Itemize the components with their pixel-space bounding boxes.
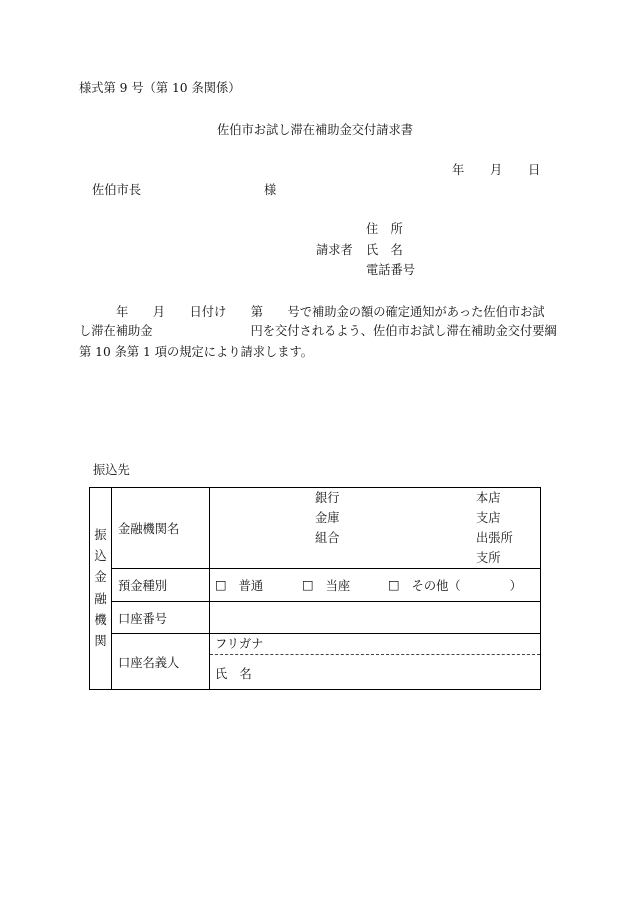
requester-name-label: 氏 名 xyxy=(366,243,403,257)
row-institution-name xyxy=(112,488,540,568)
form-number: 様式第 9 号（第 10 条関係） xyxy=(79,81,241,95)
furigana-label: フリガナ xyxy=(215,637,264,651)
institution-name-label: 金融機関名 xyxy=(112,488,210,568)
deposit-type-label: 預金種別 xyxy=(112,569,210,601)
deposit-option-label: 普通 xyxy=(238,579,264,593)
checkbox-icon: □ xyxy=(302,578,314,592)
deposit-option-other xyxy=(388,569,522,601)
side-label-char: 込 xyxy=(94,549,107,564)
side-label-char: 金 xyxy=(94,570,107,585)
deposit-option-label: その他（ ） xyxy=(411,579,522,593)
account-number-label: 口座番号 xyxy=(112,602,210,633)
branch-type: 本店 xyxy=(476,491,501,505)
date-day-label: 日 xyxy=(528,163,541,177)
transfer-table xyxy=(89,487,541,690)
requester-label: 請求者 xyxy=(316,243,353,257)
transfer-side-label xyxy=(90,488,112,689)
checkbox-icon: □ xyxy=(388,578,400,592)
requester-phone-label: 電話番号 xyxy=(366,263,415,277)
account-number-field xyxy=(210,602,540,633)
deposit-option-current xyxy=(302,569,350,601)
side-label-char: 振 xyxy=(94,527,107,542)
institution-type: 組合 xyxy=(315,531,340,545)
institution-type-list xyxy=(315,488,340,548)
side-label-char: 融 xyxy=(94,591,107,606)
side-label-char: 機 xyxy=(94,612,107,627)
row-account-number xyxy=(112,601,540,633)
side-label-char: 関 xyxy=(94,633,107,648)
date-month-label: 月 xyxy=(490,163,503,177)
branch-type: 支所 xyxy=(476,551,501,565)
requester-address-label: 住 所 xyxy=(366,222,403,236)
institution-name-field xyxy=(210,488,540,568)
document-title: 佐伯市お試し滞在補助金交付請求書 xyxy=(217,123,413,137)
row-deposit-type xyxy=(112,568,540,601)
deposit-option-ordinary xyxy=(215,569,263,601)
transfer-heading: 振込先 xyxy=(93,463,130,477)
row-account-holder xyxy=(112,633,540,689)
deposit-type-field xyxy=(210,569,540,601)
holder-name-label: 氏 名 xyxy=(215,666,252,681)
date-year-label: 年 xyxy=(452,163,465,177)
addressee-honorific: 様 xyxy=(264,183,277,197)
institution-type: 金庫 xyxy=(315,511,340,525)
account-holder-label: 口座名義人 xyxy=(112,634,210,689)
checkbox-icon: □ xyxy=(215,578,227,592)
body-line-1: 年 月 日付け 第 号で補助金の額の確定通知があった佐伯市お試 xyxy=(116,305,545,319)
addressee-name: 佐伯市長 xyxy=(92,183,141,197)
branch-type: 出張所 xyxy=(476,531,513,545)
account-holder-field xyxy=(210,634,540,689)
deposit-option-label: 当座 xyxy=(325,579,351,593)
branch-type-list xyxy=(476,488,513,568)
furigana-line xyxy=(210,634,540,655)
branch-type: 支店 xyxy=(476,511,501,525)
institution-type: 銀行 xyxy=(315,491,340,505)
body-line-2: し滞在補助金 円を交付されるよう、佐伯市お試し滞在補助金交付要綱 xyxy=(79,324,557,338)
body-line-3: 第 10 条第 1 項の規定により請求します。 xyxy=(79,345,313,359)
